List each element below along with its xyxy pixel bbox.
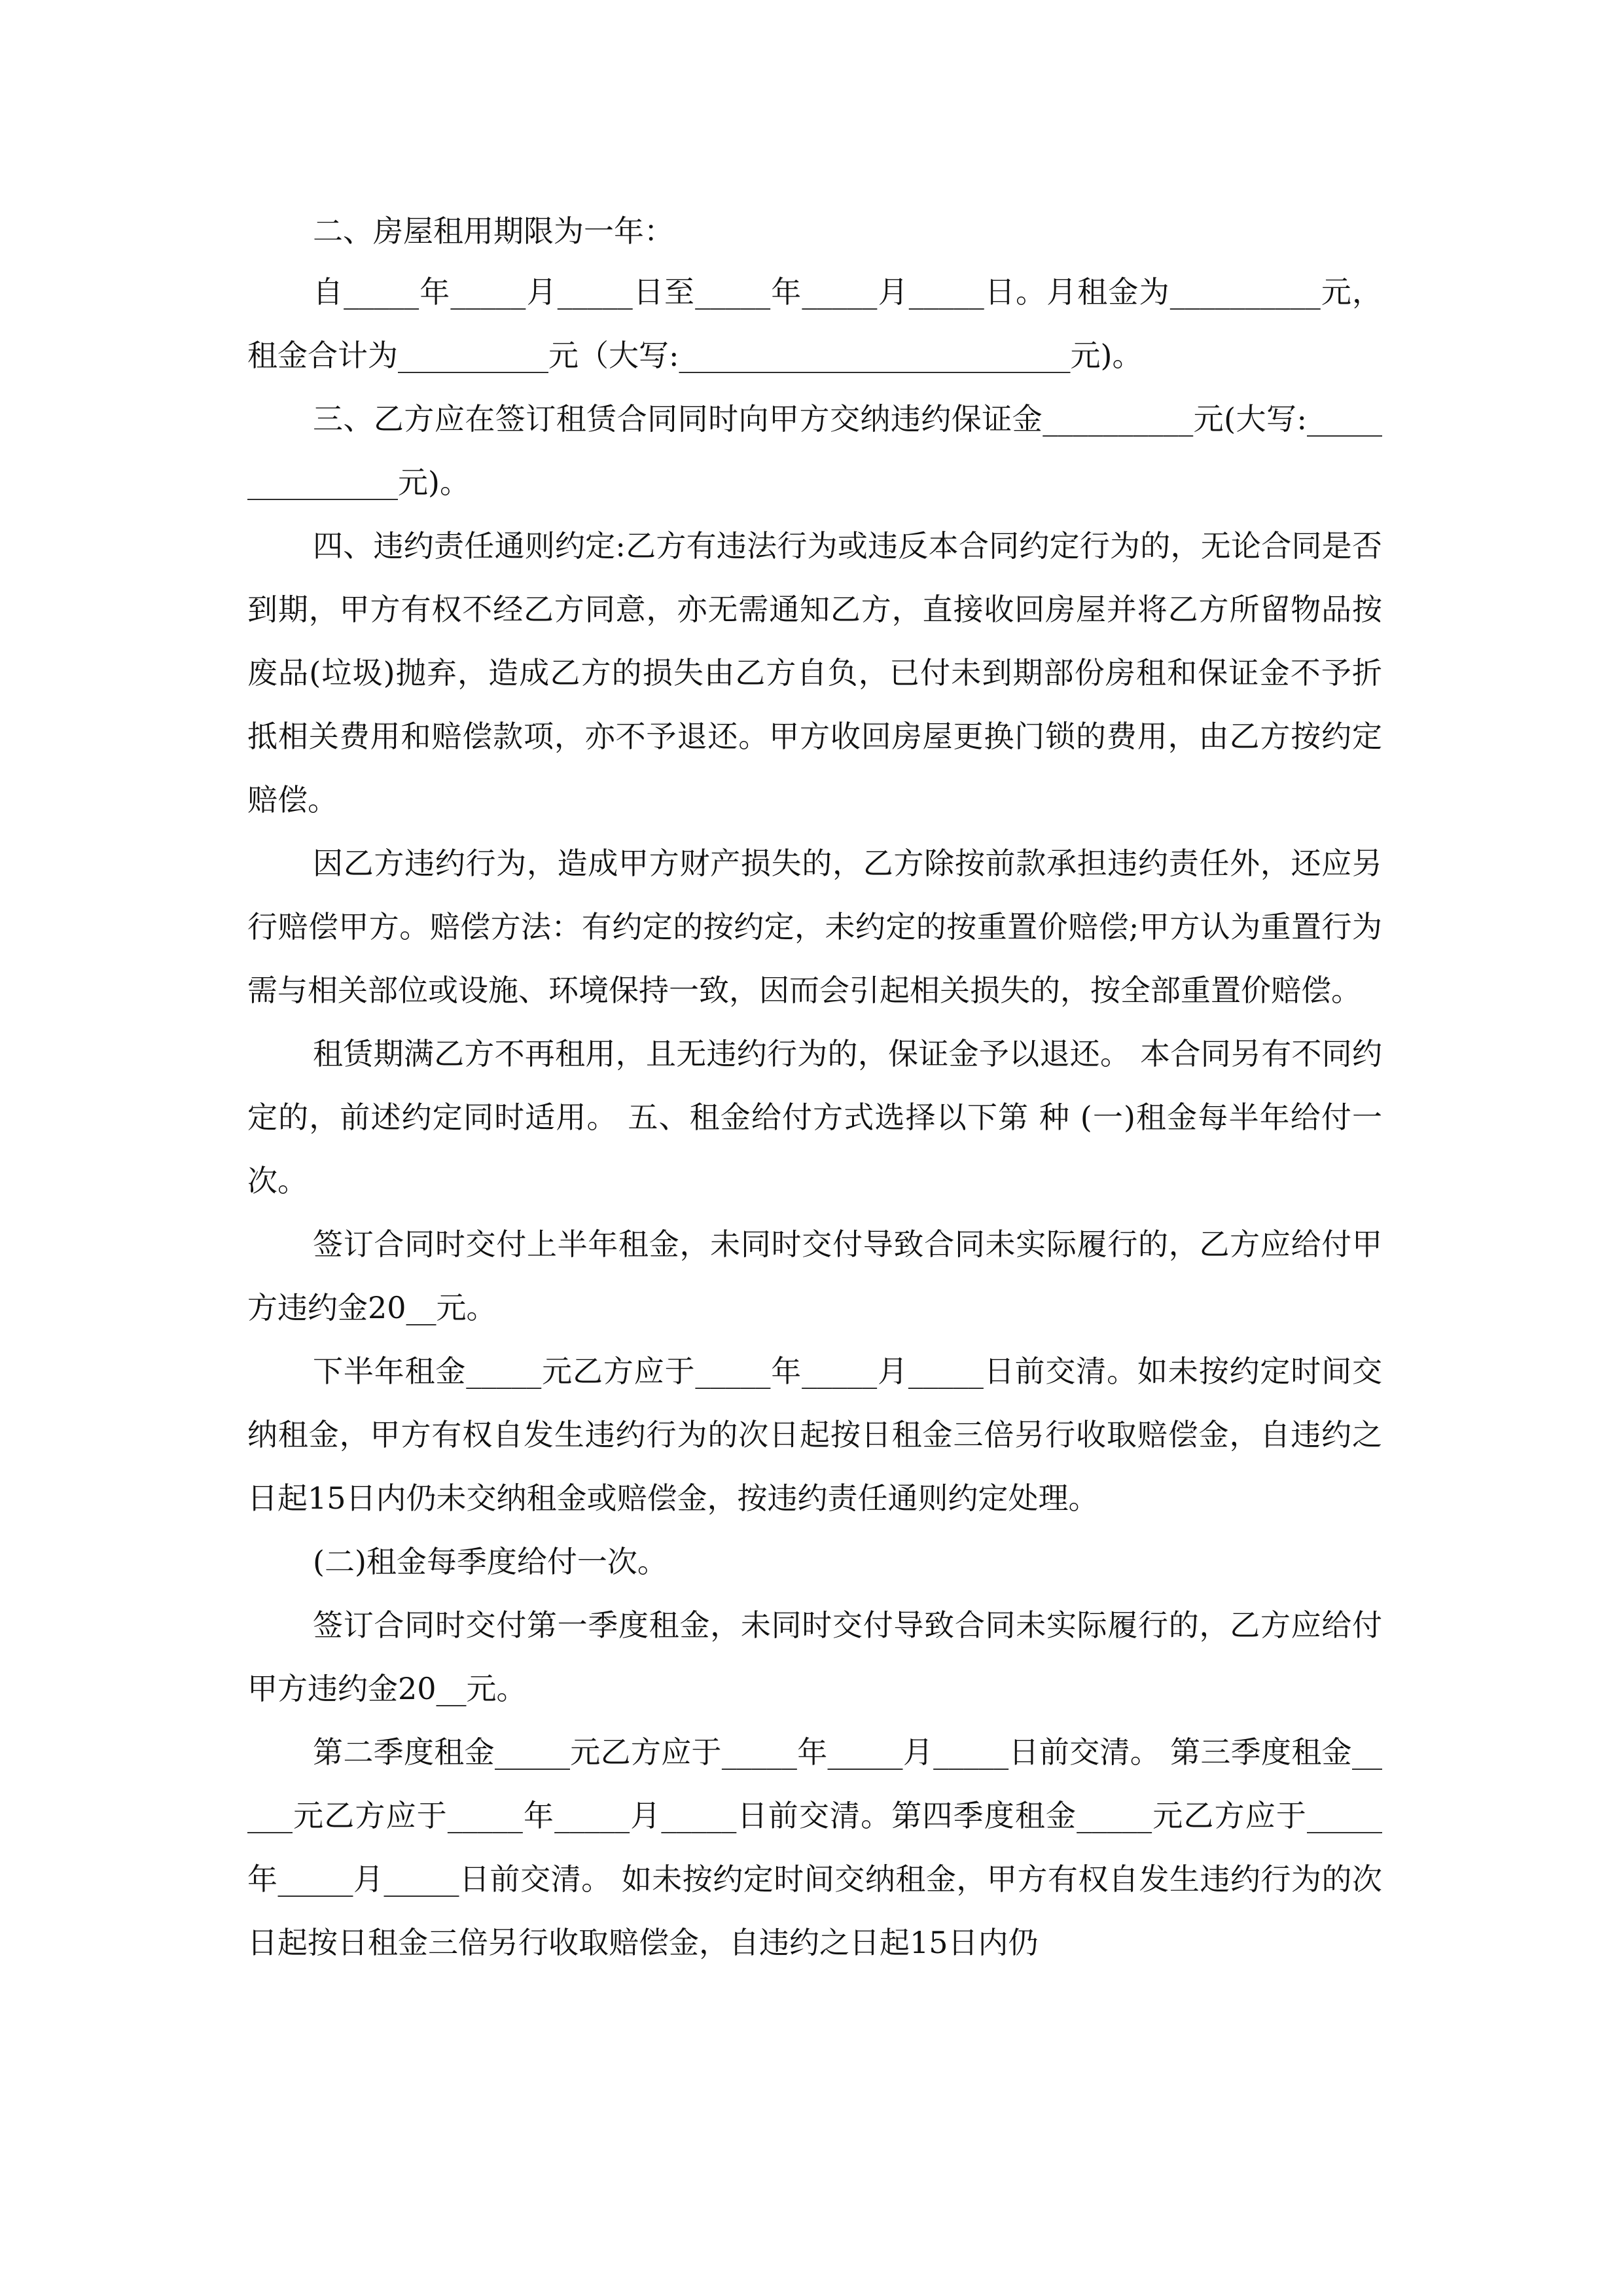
paragraph-deposit-refund: 租赁期满乙方不再租用，且无违约行为的，保证金予以退还。 本合同另有不同约定的，前述约定同时适用。 五、租金给付方式选择以下第 种 (一)租金每半年给付一次。 bbox=[247, 1036, 1382, 1198]
paragraph-quarterly-option: (二)租金每季度给付一次。 bbox=[313, 1544, 668, 1579]
paragraph-deposit: 三、乙方应在签订租赁合同同时向甲方交纳违约保证金__________元(大写:_______________元)。 bbox=[247, 401, 1382, 500]
document-body bbox=[247, 202, 1382, 1975]
paragraph-second-half-payment: 下半年租金_____元乙方应于_____年_____月_____日前交清。如未按约定时间交纳租金，甲方有权自发生违约行为的次日起按日租金三倍另行收取赔偿金，自违约之日起15日内仍未交纳租金或赔偿金，按违约责任通则约定处理。 bbox=[247, 1354, 1382, 1516]
paragraph-first-quarter-payment: 签订合同时交付第一季度租金，未同时交付导致合同未实际履行的，乙方应给付甲方违约金20__元。 bbox=[247, 1607, 1382, 1706]
paragraph-rent-period: 自_____年_____月_____日至_____年_____月_____日。月租金为__________元，租金合计为__________元（大写:__________________________元)。 bbox=[247, 274, 1382, 373]
paragraph-first-half-payment: 签订合同时交付上半年租金，未同时交付导致合同未实际履行的，乙方应给付甲方违约金20__元。 bbox=[247, 1227, 1382, 1325]
paragraph-later-quarters: 第二季度租金_____元乙方应于_____年_____月_____日前交清。 第三季度租金_____元乙方应于_____年_____月_____日前交清。第四季度租金_____元乙方应于_____年_____月_____日前交清。 如未按约定时间交纳租金，甲方有权自发生违约行为的次日起按日租金三倍另行收取赔偿金，自违约之日起15日内仍 bbox=[247, 1734, 1382, 1960]
paragraph-compensation: 因乙方违约行为，造成甲方财产损失的，乙方除按前款承担违约责任外，还应另行赔偿甲方。赔偿方法：有约定的按约定，未约定的按重置价赔偿;甲方认为重置行为需与相关部位或设施、环境保持一致，因而会引起相关损失的，按全部重置价赔偿。 bbox=[247, 846, 1382, 1008]
paragraph-lease-term: 二、房屋租用期限为一年： bbox=[313, 213, 674, 249]
paragraph-breach-rules: 四、违约责任通则约定:乙方有违法行为或违反本合同约定行为的，无论合同是否到期，甲方有权不经乙方同意，亦无需通知乙方，直接收回房屋并将乙方所留物品按废品(垃圾)抛弃，造成乙方的损失由乙方自负，已付未到期部份房租和保证金不予折抵相关费用和赔偿款项，亦不予退还。甲方收回房屋更换门锁的费用，由乙方按约定赔偿。 bbox=[247, 528, 1382, 817]
